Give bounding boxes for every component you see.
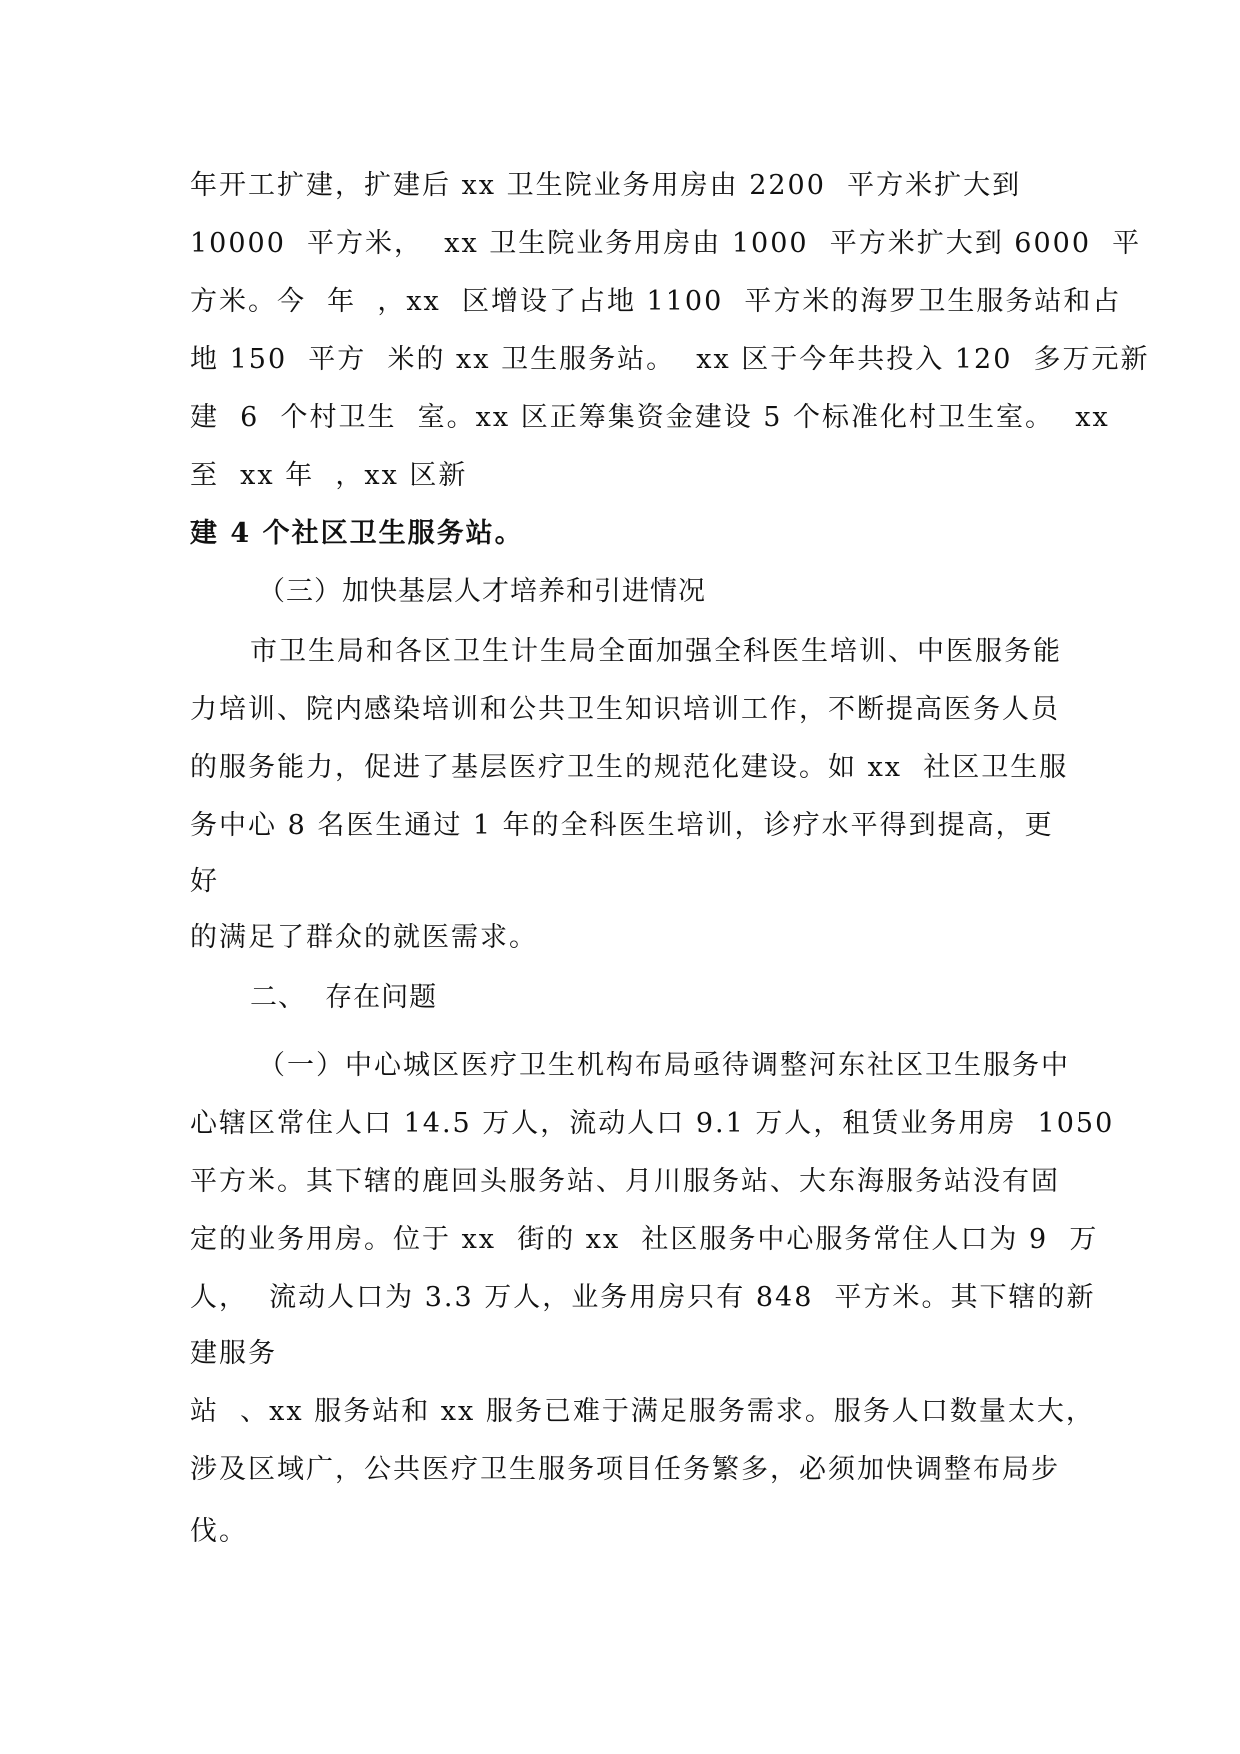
paragraph-line-21: 建服务 [190, 1338, 277, 1369]
paragraph-line-23: 涉及区域广，公共医疗卫生服务项目任务繁多，必须加快调整布局步 [190, 1454, 1060, 1485]
paragraph-line-2: 10000 平方米， xx 卫生院业务用房由 1000 平方米扩大到 6000 平 [190, 228, 1142, 259]
section-heading-2: 二、 存在问题 [250, 982, 438, 1013]
section-heading-3: （三）加快基层人才培养和引进情况 [258, 576, 706, 607]
paragraph-line-7: 建 4 个社区卫生服务站。 [190, 518, 524, 549]
paragraph-line-5: 建 6 个村卫生 室。xx 区正筹集资金建设 5 个标准化村卫生室。 xx [190, 402, 1110, 433]
paragraph-line-3: 方米。今 年 ，xx 区增设了占地 1100 平方米的海罗卫生服务站和占 [190, 286, 1122, 317]
paragraph-line-24: 伐。 [190, 1516, 248, 1547]
paragraph-line-17: 心辖区常住人口 14.5 万人，流动人口 9.1 万人，租赁业务用房 1050 [190, 1108, 1115, 1139]
paragraph-line-22: 站 、xx 服务站和 xx 服务已难于满足服务需求。服务人口数量太大， [190, 1396, 1095, 1427]
paragraph-line-19: 定的业务用房。位于 xx 街的 xx 社区服务中心服务常住人口为 9 万 [190, 1224, 1099, 1255]
paragraph-line-11: 的服务能力，促进了基层医疗卫生的规范化建设。如 xx 社区卫生服 [190, 752, 1069, 783]
paragraph-line-10: 力培训、院内感染培训和公共卫生知识培训工作，不断提高医务人员 [190, 694, 1060, 725]
paragraph-line-12: 务中心 8 名医生通过 1 年的全科医生培训，诊疗水平得到提高，更 [190, 810, 1054, 841]
paragraph-line-6: 至 xx 年 ，xx 区新 [190, 460, 468, 491]
paragraph-line-9: 市卫生局和各区卫生计生局全面加强全科医生培训、中医服务能 [250, 636, 1062, 667]
paragraph-line-4: 地 150 平方 米的 xx 卫生服务站。 xx 区于今年共投入 120 多万元新 [190, 344, 1150, 375]
paragraph-line-1: 年开工扩建，扩建后 xx 卫生院业务用房由 2200 平方米扩大到 [190, 170, 1022, 201]
paragraph-line-20: 人， 流动人口为 3.3 万人，业务用房只有 848 平方米。其下辖的新 [190, 1282, 1096, 1313]
paragraph-line-18: 平方米。其下辖的鹿回头服务站、月川服务站、大东海服务站没有固 [190, 1166, 1060, 1197]
paragraph-line-16: （一）中心城区医疗卫生机构布局亟待调整河东社区卫生服务中 [258, 1050, 1070, 1081]
paragraph-line-14: 的满足了群众的就医需求。 [190, 922, 538, 953]
paragraph-line-13: 好 [190, 866, 219, 897]
